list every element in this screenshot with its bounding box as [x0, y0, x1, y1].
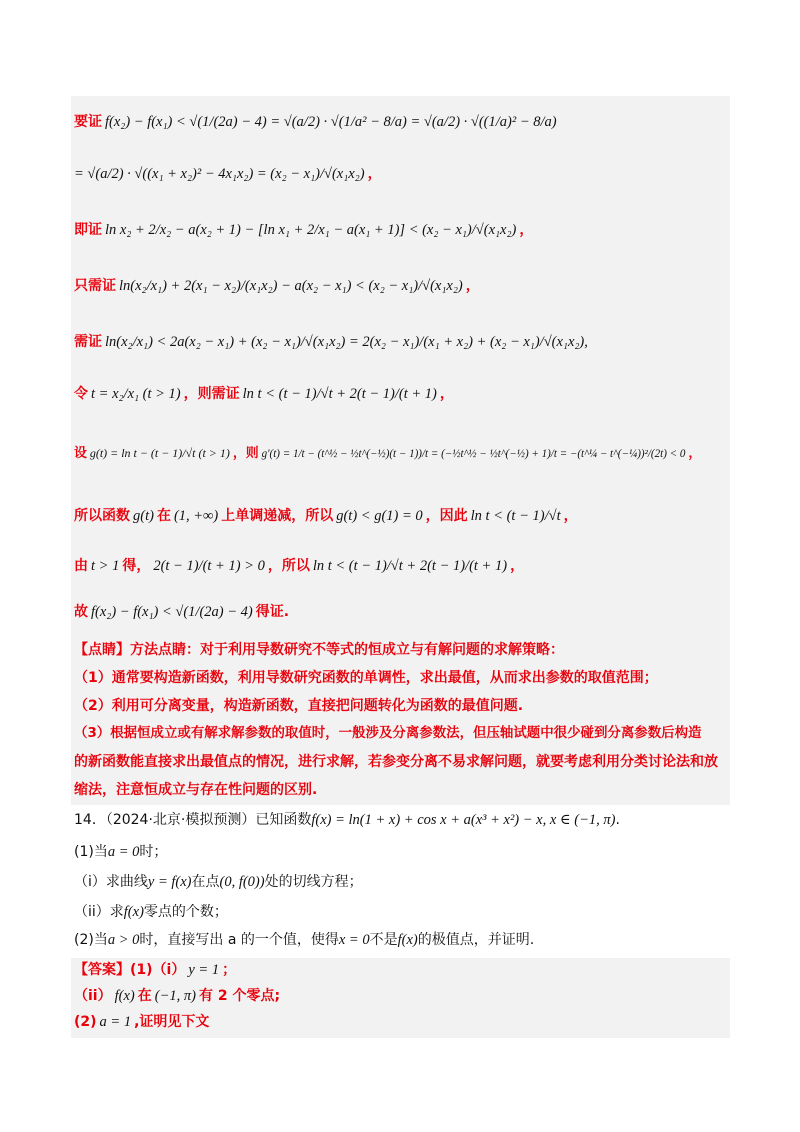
question-text: 已知函数	[255, 812, 312, 828]
proof-keyword: 得证.	[255, 604, 290, 620]
proof-line-1	[74, 114, 557, 131]
question-14-part-1-i	[74, 874, 363, 891]
math-expression: f(x₂) − f(x₁) < √(1/(2a) − 4)	[91, 604, 253, 620]
proof-keyword: ，则需证	[183, 386, 240, 402]
math-expression: (1, +∞)	[173, 508, 219, 524]
punctuation: ，	[439, 386, 454, 402]
proof-keyword: ，则	[232, 446, 259, 461]
math-expression: ln x₂ + 2/x₂ − a(x₂ + 1) − [ln x₁ + 2/x₁ − a(x₁ + 1)] < (x₂ − x₁)/√(x₁x₂)	[105, 222, 517, 238]
punctuation: ，	[510, 558, 525, 574]
math-expression: ln t < (t − 1)/√t + 2(t − 1)/(t + 1)	[312, 558, 508, 574]
question-text: 不是	[369, 932, 398, 948]
question-text: (2)当	[74, 932, 108, 948]
proof-line-3	[74, 222, 533, 239]
math-expression: (−1, π)	[154, 988, 196, 1004]
question-source: （2024·北京·模拟预测）	[105, 812, 256, 828]
question-14-part-2	[74, 932, 534, 949]
math-expression: x = 0	[338, 932, 370, 948]
punctuation: ，	[367, 166, 382, 182]
math-expression: ln t < (t − 1)/√t + 2(t − 1)/(t + 1)	[242, 386, 437, 402]
math-expression: y = 1	[188, 962, 220, 978]
math-expression: y = f(x)	[147, 874, 192, 890]
proof-line-9	[74, 558, 524, 575]
proof-line-4	[74, 278, 480, 295]
punctuation: ，	[563, 508, 578, 524]
proof-line-5	[74, 334, 588, 351]
math-expression: ln(x₂/x₁) + 2(x₁ − x₂)/(x₁x₂) − a(x₂ − x₁) < (x₂ − x₁)/√(x₁x₂)	[119, 278, 463, 294]
math-expression: (0, f(0))	[219, 874, 265, 890]
math-expression: a = 1	[99, 1014, 132, 1030]
math-expression: g(t) = ln t − (t − 1)/√t (t > 1)	[89, 446, 230, 460]
proof-keyword: 令	[74, 386, 88, 402]
math-expression: t = x₂/x₁ (t > 1)	[91, 386, 181, 402]
math-expression: 2(t − 1)/(t + 1) > 0	[153, 558, 265, 574]
proof-keyword: 只需证	[74, 278, 116, 294]
question-text: 时，直接写出 a 的一个值，使得	[139, 932, 339, 948]
math-expression: g(t) < g(1) = 0	[336, 508, 423, 524]
proof-keyword: 上单调递减，所以	[221, 508, 334, 524]
punctuation: ，	[688, 446, 702, 461]
answer-text: 在	[137, 988, 152, 1004]
answer-line-3	[74, 1014, 209, 1031]
proof-line-7	[74, 446, 701, 461]
question-text: （i）求曲线	[74, 874, 148, 890]
tips-point-2: （2）利用可分离变量，构造新函数，直接把问题转化为函数的最值问题.	[74, 698, 524, 714]
proof-line-6	[74, 386, 454, 403]
proof-line-10	[74, 604, 289, 621]
answer-label: (2)	[74, 1014, 97, 1030]
math-expression: a = 0	[107, 844, 140, 860]
math-expression: f(x₂) − f(x₁) < √(1/(2a) − 4) = √(a/2) · √(1/a² − 8/a) = √(a/2) · √((1/a)² − 8/a)	[105, 114, 557, 130]
math-expression: = √(a/2) · √((x₁ + x₂)² − 4x₁x₂) = (x₂ − x₁)/√(x₁x₂)	[74, 166, 365, 182]
tips-point-3-line-2: 的新函数能直接求出最值点的情况，进行求解，若参变分离不易求解问题，就要考虑利用分类讨论法和放	[74, 754, 718, 770]
math-expression: t > 1	[91, 558, 120, 574]
answer-line-2	[74, 988, 280, 1005]
question-text: 处的切线方程；	[264, 874, 363, 890]
proof-keyword: 由	[74, 558, 88, 574]
proof-keyword: ，因此	[425, 508, 468, 524]
question-text: （ii）求	[74, 904, 124, 920]
question-14-part-1-ii	[74, 904, 228, 921]
question-14-stem	[74, 812, 620, 829]
punctuation: ，	[519, 222, 534, 238]
math-expression: f(x) = ln(1 + x) + cos x + a(x³ + x²) − x, x ∈ (−1, π)	[311, 812, 616, 828]
punctuation: .	[615, 812, 620, 828]
question-text: 时；	[139, 844, 168, 860]
question-number: 14．	[74, 812, 106, 828]
answer-label: （ii）	[74, 988, 112, 1004]
tips-point-1: （1）通常要构造新函数，利用导数研究函数的单调性，求出最值，从而求出参数的取值范围；	[74, 670, 658, 686]
math-expression: ln(x₂/x₁) < 2a(x₂ − x₁) + (x₂ − x₁)/√(x₁x₂) = 2(x₂ − x₁)/(x₁ + x₂) + (x₂ − x₁)/√(x₁x₂),	[105, 334, 588, 350]
math-expression: g(t)	[133, 508, 154, 524]
math-expression: f(x)	[397, 932, 418, 948]
question-text: (1)当	[74, 844, 108, 860]
question-text: 的极值点，并证明.	[417, 932, 535, 948]
math-expression: f(x)	[123, 904, 144, 920]
math-expression: a > 0	[107, 932, 140, 948]
question-14-part-1	[74, 844, 167, 861]
math-expression: f(x)	[114, 988, 135, 1004]
math-expression: ln t < (t − 1)/√t	[470, 508, 561, 524]
answer-text: 有 2 个零点;	[198, 988, 281, 1004]
proof-line-8	[74, 508, 578, 525]
answer-text: ,证明见下文	[134, 1014, 210, 1030]
proof-keyword: 在	[156, 508, 171, 524]
proof-keyword: 得，	[122, 558, 151, 574]
math-expression: g′(t) = 1/t − (t^½ − ½t^(−½)(t − 1))/t = (−½t^½ − ½t^(−½) + 1)/t = −(t^¼ − t^(−¼))²/(2t) < 0	[261, 448, 686, 460]
proof-keyword: ，所以	[267, 558, 310, 574]
punctuation: ，	[465, 278, 480, 294]
proof-line-2	[74, 166, 382, 183]
proof-keyword: 即证	[74, 222, 102, 238]
answer-label: 【答案】(1)（i）	[74, 962, 186, 978]
answer-line-1	[74, 962, 236, 979]
proof-keyword: 所以函数	[74, 508, 130, 524]
tips-point-3-line-1: （3）根据恒成立或有解求解参数的取值时，一般涉及分离参数法，但压轴试题中很少碰到分离参数后构造	[74, 726, 702, 741]
question-text: 零点的个数；	[143, 904, 228, 920]
tips-point-3-line-3: 缩法，注意恒成立与存在性问题的区别.	[74, 782, 318, 798]
question-text: 在点	[191, 874, 220, 890]
tips-title: 【点睛】方法点睛：对于利用导数研究不等式的恒成立与有解问题的求解策略：	[74, 642, 564, 658]
proof-keyword: 需证	[74, 334, 102, 350]
proof-keyword: 故	[74, 604, 88, 620]
proof-keyword: 要证	[74, 114, 102, 130]
punctuation: ；	[222, 962, 237, 978]
proof-keyword: 设	[74, 446, 87, 461]
